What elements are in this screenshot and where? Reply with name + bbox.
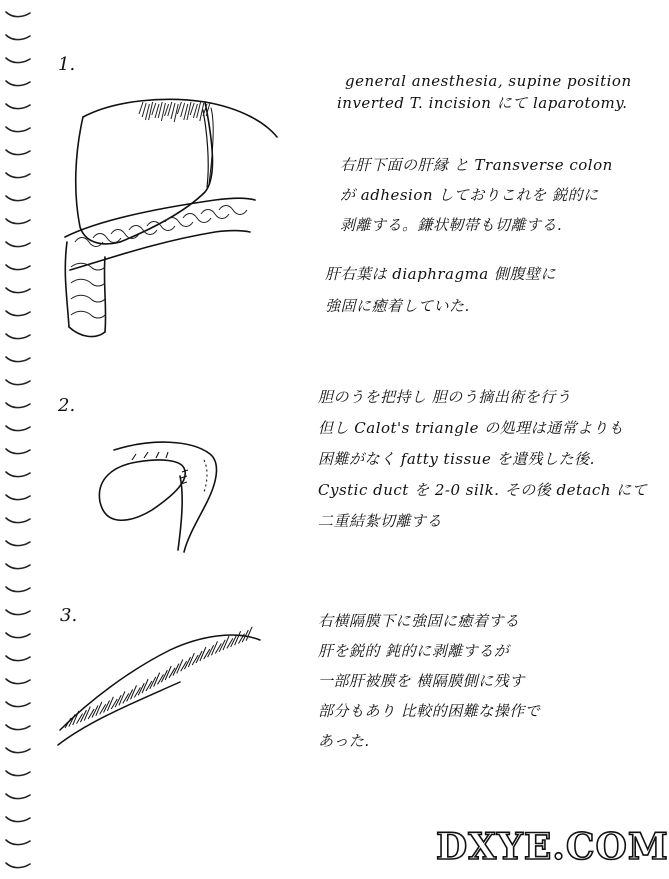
step-number-3: 3. xyxy=(60,605,78,626)
note-line: 強固に癒着していた. xyxy=(325,297,470,315)
note-line: general anesthesia, supine position xyxy=(345,72,632,90)
binding-ring xyxy=(6,518,30,523)
binding-ring xyxy=(6,403,30,408)
binding-ring xyxy=(6,472,30,477)
note-line: 但し Calot's triangle の処理は通常よりも xyxy=(318,419,624,437)
note-line: inverted T. incision にて laparotomy. xyxy=(337,94,628,112)
binding-ring xyxy=(6,288,30,293)
section-1-notes-english xyxy=(337,70,632,114)
binding-ring xyxy=(6,58,30,63)
section-1-notes-2 xyxy=(325,258,556,322)
binding-ring xyxy=(6,748,30,753)
binding-ring xyxy=(6,311,30,316)
note-line: 一部肝被膜を 横隔膜側に残す xyxy=(318,672,525,690)
binding-ring xyxy=(6,840,30,845)
binding-ring xyxy=(6,334,30,339)
binding-ring xyxy=(6,771,30,776)
binding-ring xyxy=(6,679,30,684)
sketch-liver-adhesion xyxy=(55,92,280,347)
note-line: 二重結紮切離する xyxy=(318,512,443,530)
binding-ring xyxy=(6,127,30,132)
binding-ring xyxy=(6,380,30,385)
sketch-diaphragm-adhesion xyxy=(50,620,265,750)
note-line: 部分もあり 比較的困難な操作で xyxy=(318,702,541,720)
binding-ring xyxy=(6,495,30,500)
binding-ring xyxy=(6,817,30,822)
sketch-gallbladder xyxy=(92,440,232,555)
notebook-binding xyxy=(0,0,40,879)
section-3-notes xyxy=(318,606,540,756)
note-line: 肝を鋭的 鈍的に剥離するが xyxy=(318,642,510,660)
binding-ring xyxy=(6,12,30,17)
binding-ring xyxy=(6,35,30,40)
note-line: 右横隔膜下に強固に癒着する xyxy=(318,612,520,630)
note-line: 右肝下面の肝縁 と Transverse colon xyxy=(340,156,613,174)
section-2-notes xyxy=(318,382,647,537)
step-number-2: 2. xyxy=(58,395,76,416)
binding-ring xyxy=(6,702,30,707)
binding-ring xyxy=(6,610,30,615)
binding-ring xyxy=(6,794,30,799)
section-1-notes xyxy=(340,150,613,240)
note-line: 困難がなく fatty tissue を遺残した後. xyxy=(318,450,595,468)
binding-ring xyxy=(6,242,30,247)
binding-ring xyxy=(6,449,30,454)
binding-ring xyxy=(6,725,30,730)
binding-ring xyxy=(6,564,30,569)
binding-ring xyxy=(6,81,30,86)
note-line: 肝右葉は diaphragma 側腹壁に xyxy=(325,265,557,283)
binding-ring xyxy=(6,633,30,638)
binding-ring xyxy=(6,426,30,431)
step-number-1: 1. xyxy=(58,54,76,75)
binding-ring xyxy=(6,173,30,178)
note-line: あった. xyxy=(318,732,370,750)
note-line: 胆のうを把持し 胆のう摘出術を行う xyxy=(318,388,572,406)
binding-ring xyxy=(6,587,30,592)
binding-ring xyxy=(6,196,30,201)
note-line: が adhesion しておりこれを 鋭的に xyxy=(340,186,599,204)
watermark: DXYE.COM xyxy=(436,826,669,868)
binding-ring xyxy=(6,863,30,868)
binding-ring xyxy=(6,150,30,155)
note-line: 剥離する。鎌状靭帯も切離する. xyxy=(340,216,563,234)
binding-ring xyxy=(6,357,30,362)
binding-ring xyxy=(6,219,30,224)
binding-ring xyxy=(6,265,30,270)
binding-ring xyxy=(6,541,30,546)
binding-ring xyxy=(6,104,30,109)
binding-ring xyxy=(6,656,30,661)
note-line: Cystic duct を 2-0 silk. その後 detach にて xyxy=(318,481,648,499)
